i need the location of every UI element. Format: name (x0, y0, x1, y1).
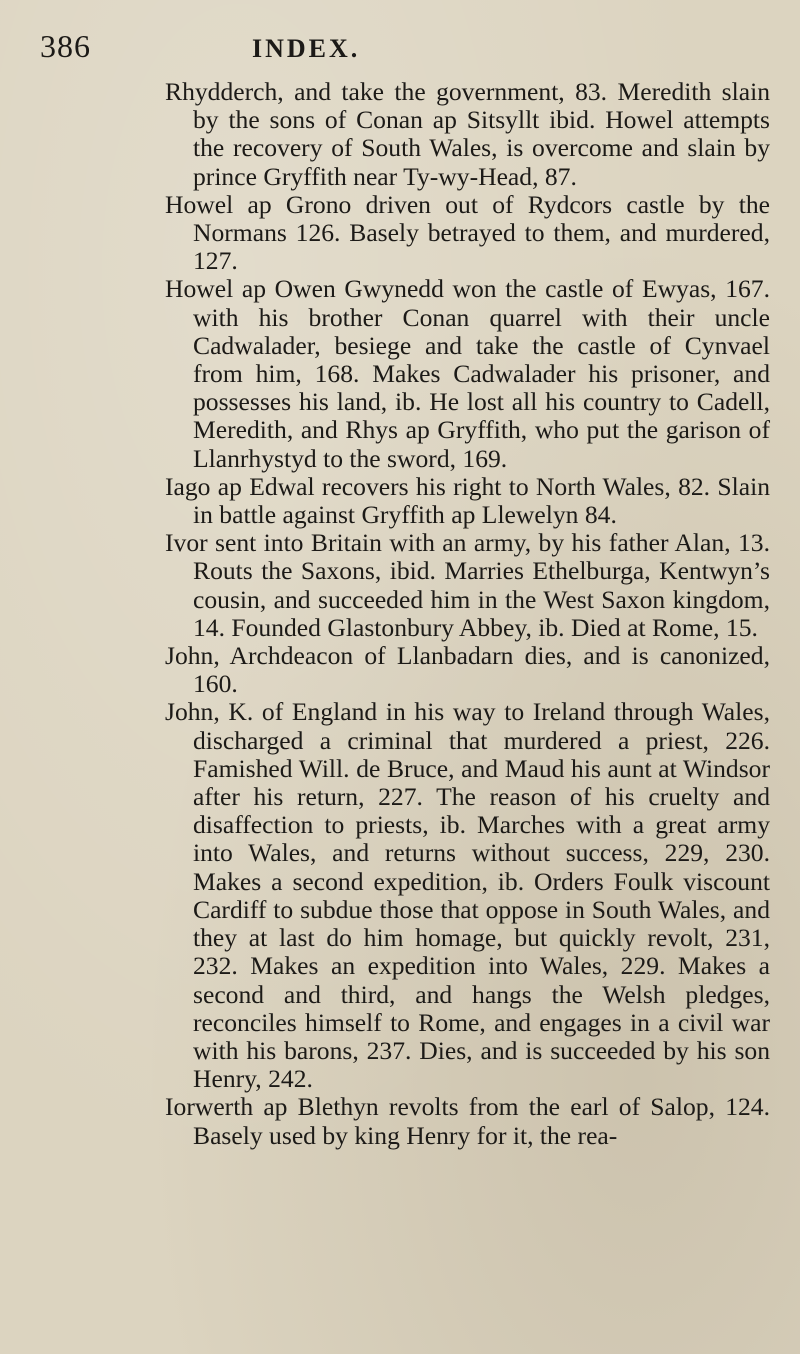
running-head: INDEX. (252, 34, 361, 63)
index-entry: Iago ap Edwal recovers his right to North Wales, 82. Slain in battle against Gryffith ap Llewelyn 84. (165, 471, 770, 530)
page-number: 386 (40, 28, 91, 64)
index-entries (165, 78, 770, 1150)
index-entry: Iorwerth ap Blethyn revolts from the earl of Salop, 124. Basely used by king Henry for it, the rea- (165, 1092, 770, 1150)
index-entry: Howel ap Grono driven out of Rydcors castle by the Normans 126. Basely betrayed to them, and murdered, 127. (165, 189, 770, 276)
index-entry: John, K. of England in his way to Ireland through Wales, discharged a criminal that murdered a priest, 226. Famished Will. de Bruce, and Maud his aunt at Windsor after his return, 227. The reason of his cruelty and disaffection to priests, ib. Marches with a great army into Wales, and returns without success, 229, 230. Makes a second expedition, ib. Orders Foulk viscount Cardiff to subdue those that oppose in South Wales, and they at last do him homage, but quickly revolt, 231, 232. Makes an expedition into Wales, 229. Makes a second and third, and hangs the Welsh pledges, reconciles himself to Rome, and engages in a civil war with his barons, 237. Dies, and is succeeded by his son Henry, 242. (165, 697, 770, 1094)
index-entry: Howel ap Owen Gwynedd won the castle of Ewyas, 167. with his brother Conan quarrel with their uncle Cadwalader, besiege and take the castle of Cynvael from him, 168. Makes Cadwalader his prisoner, and possesses his land, ib. He lost all his country to Cadell, Meredith, and Rhys ap Gryffith, who put the garison of Llanrhystyd to the sword, 169. (165, 274, 770, 473)
index-entry: Rhydderch, and take the government, 83. Meredith slain by the sons of Conan ap Sitsyllt ibid. Howel attempts the recovery of South Wales, is overcome and slain by prince Gryffith near Ty-wy-Head, 87. (165, 77, 770, 191)
index-entry: Ivor sent into Britain with an army, by his father Alan, 13. Routs the Saxons, ibid. Marries Ethelburga, Kentwyn’s cousin, and succeeded him in the West Saxon kingdom, 14. Founded Glastonbury Abbey, ib. Died at Rome, 15. (165, 528, 770, 642)
index-entry: John, Archdeacon of Llanbadarn dies, and is canonized, 160. (165, 641, 770, 699)
page-header (30, 20, 770, 70)
